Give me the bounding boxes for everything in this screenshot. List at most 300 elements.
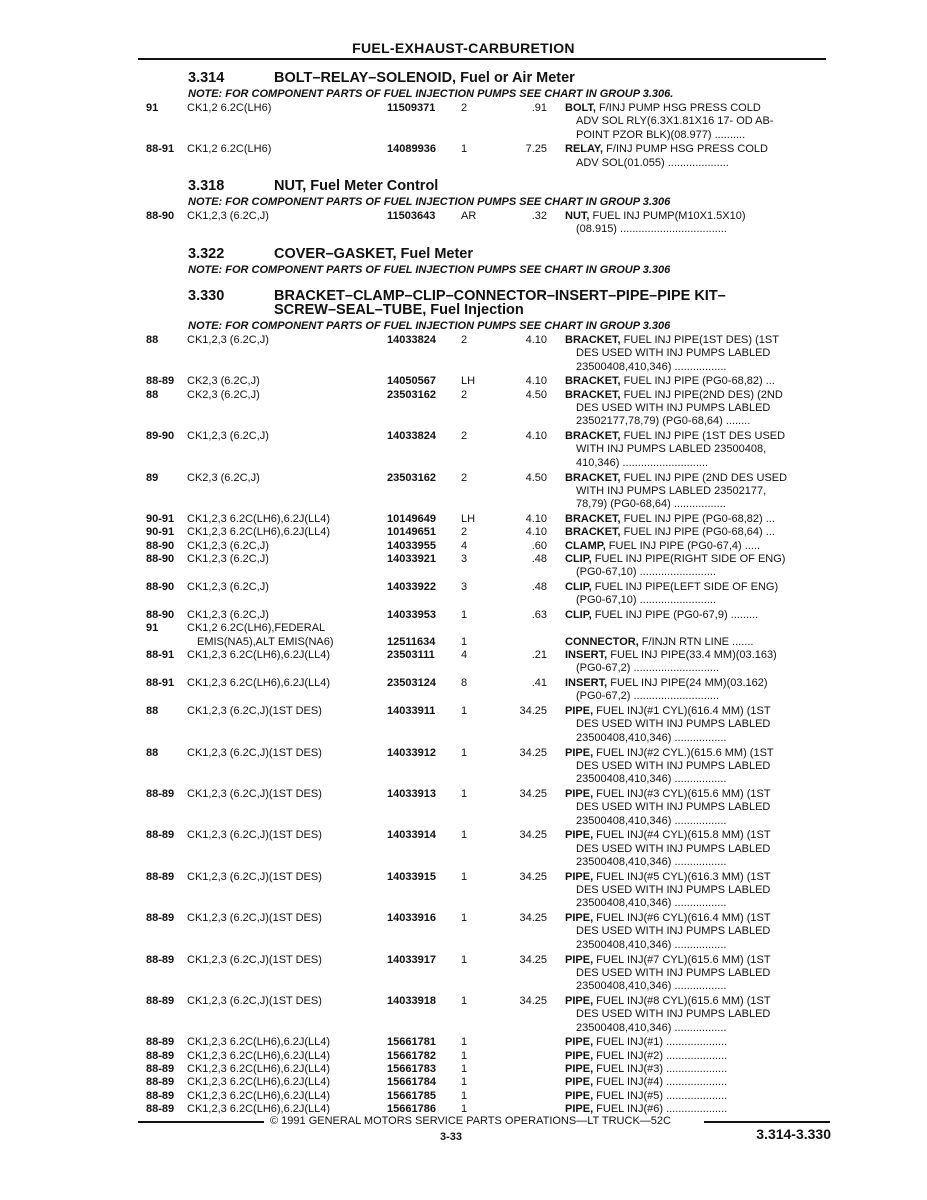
part-description bbox=[565, 526, 775, 538]
part-name: INSERT, bbox=[565, 677, 608, 689]
parts-row bbox=[0, 513, 927, 525]
quantity: 1 bbox=[461, 1049, 468, 1062]
model-application: CK1,2 6.2C(LH6) bbox=[187, 102, 272, 114]
part-description-text: FUEL INJ PIPE (PG0-67,4) ..... bbox=[605, 539, 760, 552]
part-description bbox=[565, 609, 758, 621]
part-description bbox=[565, 649, 777, 661]
description-continuation: 23500408,410,346) ................. bbox=[576, 814, 727, 827]
parts-row bbox=[0, 334, 927, 346]
model-application: CK1,2,3 (6.2C,J)(1ST DES) bbox=[187, 746, 322, 759]
section-number: 3.330 bbox=[188, 288, 225, 304]
part-number: 14033921 bbox=[387, 552, 436, 565]
parts-row bbox=[0, 829, 927, 841]
part-description bbox=[565, 1050, 727, 1062]
part-description-text: FUEL INJ(#5 CYL)(616.3 MM) (1ST bbox=[593, 870, 771, 883]
unit-price: .63 bbox=[531, 609, 547, 621]
part-number: 23503162 bbox=[387, 471, 436, 484]
year-range: 88-89 bbox=[146, 1062, 175, 1075]
model-application: CK1,2 6.2C(LH6),FEDERAL bbox=[187, 622, 326, 635]
part-description bbox=[565, 375, 775, 387]
footer-rule-left bbox=[138, 1121, 264, 1123]
unit-price: .41 bbox=[531, 677, 547, 689]
year-range: 90-91 bbox=[146, 512, 175, 525]
quantity: 1 bbox=[461, 143, 468, 156]
model-application: CK1,2,3 6.2C(LH6),6.2J(LL4) bbox=[187, 1049, 331, 1062]
year-range: 88 bbox=[146, 388, 159, 401]
part-name: INSERT, bbox=[565, 648, 608, 661]
part-name: PIPE, bbox=[565, 1062, 594, 1075]
part-number: 14033915 bbox=[387, 870, 436, 883]
part-name: PIPE, bbox=[565, 994, 594, 1007]
part-description-text: FUEL INJ(#4) .................... bbox=[593, 1076, 728, 1089]
parts-row bbox=[0, 609, 927, 621]
description-continuation: 23500408,410,346) ................. bbox=[576, 980, 727, 993]
description-continuation: 23500408,410,346) ................. bbox=[576, 1021, 727, 1034]
description-continuation: ADV SOL RLY(6.3X1.81X16 17- OD AB- bbox=[576, 115, 774, 128]
part-description-text: FUEL INJ PIPE(1ST DES) (1ST bbox=[620, 334, 779, 346]
part-name: NUT, bbox=[565, 210, 590, 222]
part-name: BRACKET, bbox=[565, 526, 621, 539]
part-number: 14089936 bbox=[387, 143, 436, 156]
part-description-text: FUEL INJ(#6) .................... bbox=[593, 1102, 728, 1115]
page-header-title: FUEL-EXHAUST-CARBURETION bbox=[352, 40, 575, 56]
part-name: PIPE, bbox=[565, 870, 594, 883]
section-number: 3.314 bbox=[188, 70, 225, 86]
model-application: CK1,2,3 (6.2C,J)(1ST DES) bbox=[187, 787, 322, 800]
parts-row bbox=[0, 747, 927, 759]
part-name: BRACKET, bbox=[565, 334, 621, 346]
quantity: 3 bbox=[461, 580, 468, 593]
parts-row bbox=[0, 871, 927, 883]
part-description bbox=[565, 995, 771, 1007]
unit-price: 7.25 bbox=[525, 143, 547, 156]
part-number: 15661784 bbox=[387, 1076, 436, 1089]
part-description-text: FUEL INJ PIPE (PG0-67,9) ......... bbox=[591, 609, 759, 621]
quantity: 8 bbox=[461, 677, 468, 689]
part-description-text: FUEL INJ(#2) .................... bbox=[593, 1049, 728, 1062]
year-range: 88-89 bbox=[146, 870, 175, 883]
unit-price: 34.25 bbox=[519, 746, 547, 759]
part-number: 14033953 bbox=[387, 609, 436, 621]
description-continuation: 23502177,78,79) (PG0-68,64) ........ bbox=[576, 415, 751, 428]
quantity: 2 bbox=[461, 526, 468, 539]
description-continuation: (PG0-67,10) ......................... bbox=[576, 566, 716, 579]
parts-row bbox=[0, 622, 927, 634]
part-description bbox=[565, 1036, 727, 1048]
model-application: CK1,2,3 (6.2C,J)(1ST DES) bbox=[187, 870, 322, 883]
model-application: CK1,2,3 6.2C(LH6),6.2J(LL4) bbox=[187, 677, 331, 689]
part-description-text: FUEL INJ PIPE(LEFT SIDE OF ENG) bbox=[591, 580, 779, 593]
model-application: CK1,2,3 (6.2C,J)(1ST DES) bbox=[187, 912, 322, 925]
part-description bbox=[565, 1103, 727, 1115]
quantity: 2 bbox=[461, 334, 468, 346]
section-note: NOTE: FOR COMPONENT PARTS OF FUEL INJECTION PUMPS SEE CHART IN GROUP 3.306 bbox=[188, 264, 671, 276]
parts-row bbox=[0, 210, 927, 222]
part-name: PIPE, bbox=[565, 1102, 594, 1115]
quantity: AR bbox=[461, 210, 477, 222]
part-description-text: FUEL INJ(#4 CYL)(615.8 MM) (1ST bbox=[593, 829, 771, 842]
model-application: CK1,2,3 6.2C(LH6),6.2J(LL4) bbox=[187, 648, 331, 661]
part-number: 10149651 bbox=[387, 526, 436, 539]
parts-row bbox=[0, 472, 927, 484]
part-description bbox=[565, 581, 778, 593]
year-range: 89 bbox=[146, 471, 159, 484]
part-name: PIPE, bbox=[565, 1076, 594, 1089]
parts-row bbox=[0, 581, 927, 593]
description-continuation: POINT PZOR BLK)(08.977) .......... bbox=[576, 128, 746, 141]
description-continuation: DES USED WITH INJ PUMPS LABLED bbox=[576, 884, 771, 896]
unit-price: 34.25 bbox=[519, 705, 547, 718]
description-continuation: DES USED WITH INJ PUMPS LABLED bbox=[576, 842, 771, 855]
model-application: CK1,2,3 (6.2C,J)(1ST DES) bbox=[187, 953, 322, 966]
part-description-text: FUEL INJ(#3) .................... bbox=[593, 1062, 728, 1075]
model-application: CK1,2,3 6.2C(LH6),6.2J(LL4) bbox=[187, 512, 331, 525]
year-range: 88-91 bbox=[146, 648, 175, 661]
part-description bbox=[565, 553, 785, 565]
part-number: 11509371 bbox=[387, 102, 436, 114]
parts-row bbox=[0, 553, 927, 565]
unit-price: 34.25 bbox=[519, 870, 547, 883]
part-description bbox=[565, 788, 771, 800]
unit-price: 4.10 bbox=[525, 526, 547, 539]
parts-row bbox=[0, 375, 927, 387]
part-number: 23503124 bbox=[387, 677, 436, 689]
part-name: PIPE, bbox=[565, 1089, 594, 1102]
description-continuation: DES USED WITH INJ PUMPS LABLED bbox=[576, 402, 771, 414]
unit-price: 4.10 bbox=[525, 334, 547, 346]
part-name: PIPE, bbox=[565, 1049, 594, 1062]
parts-row bbox=[0, 636, 927, 648]
unit-price: 34.25 bbox=[519, 994, 547, 1007]
part-name: BRACKET, bbox=[565, 388, 621, 401]
quantity: 1 bbox=[461, 787, 468, 800]
year-range: 88-90 bbox=[146, 210, 175, 222]
section-note: NOTE: FOR COMPONENT PARTS OF FUEL INJECTION PUMPS SEE CHART IN GROUP 3.306. bbox=[188, 88, 674, 100]
part-description-text: FUEL INJ PIPE (PG0-68,64) ... bbox=[620, 526, 775, 539]
model-application: CK1,2,3 6.2C(LH6),6.2J(LL4) bbox=[187, 1089, 331, 1102]
part-number: 14033955 bbox=[387, 539, 436, 552]
quantity: 2 bbox=[461, 388, 468, 401]
parts-row bbox=[0, 995, 927, 1007]
part-number: 15661782 bbox=[387, 1049, 436, 1062]
parts-row bbox=[0, 954, 927, 966]
part-description bbox=[565, 1090, 727, 1102]
quantity: 1 bbox=[461, 912, 468, 925]
unit-price: 34.25 bbox=[519, 953, 547, 966]
model-application: CK1,2,3 (6.2C,J) bbox=[187, 430, 269, 443]
parts-row bbox=[0, 1090, 927, 1102]
part-description bbox=[565, 677, 768, 689]
year-range: 90-91 bbox=[146, 526, 175, 539]
part-number: 14033914 bbox=[387, 829, 436, 842]
section-range: 3.314-3.330 bbox=[756, 1126, 831, 1142]
year-range: 88-89 bbox=[146, 994, 175, 1007]
model-application: CK1,2,3 (6.2C,J) bbox=[187, 539, 269, 552]
part-description-text: FUEL INJ(#2 CYL.)(615.6 MM) (1ST bbox=[593, 746, 774, 759]
part-number: 15661781 bbox=[387, 1036, 436, 1049]
footer-copyright: © 1991 GENERAL MOTORS SERVICE PARTS OPERATIONS—LT TRUCK—52C bbox=[270, 1115, 671, 1127]
quantity: LH bbox=[461, 512, 476, 525]
part-name: CLIP, bbox=[565, 580, 592, 593]
section-heading bbox=[188, 178, 438, 194]
model-application: CK1,2,3 6.2C(LH6),6.2J(LL4) bbox=[187, 526, 331, 539]
part-description bbox=[565, 210, 746, 222]
part-number: 14033824 bbox=[387, 430, 436, 443]
part-description bbox=[565, 102, 761, 114]
year-range: 88 bbox=[146, 705, 159, 718]
description-continuation: 410,346) ............................ bbox=[576, 456, 709, 469]
section-title: COVER–GASKET, Fuel Meter bbox=[274, 246, 474, 262]
part-description-text: FUEL INJ PIPE(2ND DES) (2ND bbox=[620, 388, 783, 401]
quantity: 1 bbox=[461, 1036, 468, 1049]
model-application: CK1,2,3 6.2C(LH6),6.2J(LL4) bbox=[187, 1102, 331, 1115]
model-application: CK2,3 (6.2C,J) bbox=[187, 471, 260, 484]
section-number: 3.318 bbox=[188, 178, 225, 194]
year-range: 88-89 bbox=[146, 953, 175, 966]
part-description-text: FUEL INJ PUMP(M10X1.5X10) bbox=[589, 210, 746, 222]
description-continuation: (08.915) ................................... bbox=[576, 223, 727, 236]
part-description-text: FUEL INJ PIPE (2ND DES USED bbox=[620, 471, 788, 484]
part-description bbox=[565, 912, 771, 924]
part-description-text: F/INJ PUMP HSG PRESS COLD bbox=[603, 143, 768, 156]
part-description bbox=[565, 472, 787, 484]
part-number: 14050567 bbox=[387, 375, 436, 388]
part-description-text: FUEL INJ PIPE(24 MM)(03.162) bbox=[607, 677, 768, 689]
model-application: CK1,2,3 6.2C(LH6),6.2J(LL4) bbox=[187, 1062, 331, 1075]
part-description bbox=[565, 705, 771, 717]
description-continuation: (PG0-67,10) ......................... bbox=[576, 594, 716, 607]
parts-row bbox=[0, 649, 927, 661]
model-application: CK1,2,3 (6.2C,J) bbox=[187, 552, 269, 565]
section-note: NOTE: FOR COMPONENT PARTS OF FUEL INJECTION PUMPS SEE CHART IN GROUP 3.306 bbox=[188, 320, 671, 332]
section-heading bbox=[188, 246, 473, 262]
section-heading bbox=[188, 70, 575, 86]
part-description bbox=[565, 540, 760, 552]
part-description-text: FUEL INJ PIPE (PG0-68,82) ... bbox=[620, 375, 775, 388]
part-number: 23503162 bbox=[387, 388, 436, 401]
unit-price: 34.25 bbox=[519, 829, 547, 842]
description-continuation: DES USED WITH INJ PUMPS LABLED bbox=[576, 966, 771, 979]
part-description-text: FUEL INJ(#8 CYL)(615.6 MM) (1ST bbox=[593, 994, 771, 1007]
parts-row bbox=[0, 912, 927, 924]
model-application: CK1,2,3 (6.2C,J) bbox=[187, 334, 269, 346]
part-number: 14033911 bbox=[387, 705, 436, 718]
description-continuation: 23500408,410,346) ................. bbox=[576, 731, 727, 744]
model-application: CK1,2,3 6.2C(LH6),6.2J(LL4) bbox=[187, 1076, 331, 1089]
part-description-text: FUEL INJ PIPE(33.4 MM)(03.163) bbox=[607, 648, 777, 661]
description-continuation: DES USED WITH INJ PUMPS LABLED bbox=[576, 347, 771, 360]
year-range: 88-89 bbox=[146, 1049, 175, 1062]
quantity: 1 bbox=[461, 953, 468, 966]
quantity: 1 bbox=[461, 994, 468, 1007]
unit-price: 4.10 bbox=[525, 375, 547, 388]
year-range: 88-91 bbox=[146, 677, 175, 689]
description-continuation: (PG0-67,2) ............................ bbox=[576, 662, 720, 675]
year-range: 91 bbox=[146, 102, 159, 114]
part-description bbox=[565, 747, 774, 759]
year-range: 88-90 bbox=[146, 580, 175, 593]
part-description bbox=[565, 389, 783, 401]
quantity: 3 bbox=[461, 552, 468, 565]
part-description-text: FUEL INJ PIPE (PG0-68,82) ... bbox=[620, 512, 775, 525]
description-continuation: ADV SOL(01.055) .................... bbox=[576, 156, 729, 169]
quantity: 1 bbox=[461, 609, 468, 621]
year-range: 89-90 bbox=[146, 430, 175, 443]
quantity: 1 bbox=[461, 1076, 468, 1089]
unit-price: 34.25 bbox=[519, 912, 547, 925]
section-title: BOLT–RELAY–SOLENOID, Fuel or Air Meter bbox=[274, 70, 575, 86]
parts-row bbox=[0, 1103, 927, 1115]
part-description-text: FUEL INJ PIPE (1ST DES USED bbox=[620, 430, 786, 443]
unit-price: .60 bbox=[531, 539, 547, 552]
parts-row bbox=[0, 143, 927, 155]
model-application: CK1,2,3 (6.2C,J) bbox=[187, 580, 269, 593]
part-description-text: F/INJ PUMP HSG PRESS COLD bbox=[595, 102, 761, 114]
year-range: 88-89 bbox=[146, 1036, 175, 1049]
unit-price: .48 bbox=[531, 552, 547, 565]
part-description bbox=[565, 143, 768, 155]
part-description bbox=[565, 1076, 727, 1088]
part-description-text: FUEL INJ PIPE(RIGHT SIDE OF ENG) bbox=[591, 552, 786, 565]
year-range: 88-89 bbox=[146, 1076, 175, 1089]
year-range: 88 bbox=[146, 334, 159, 346]
parts-row bbox=[0, 705, 927, 717]
part-number: 14033922 bbox=[387, 580, 436, 593]
part-number: 15661786 bbox=[387, 1102, 436, 1115]
parts-row bbox=[0, 389, 927, 401]
model-application: CK2,3 (6.2C,J) bbox=[187, 388, 260, 401]
unit-price: 4.10 bbox=[525, 430, 547, 443]
description-continuation: 23500408,410,346) ................. bbox=[576, 938, 727, 951]
part-description bbox=[565, 829, 771, 841]
part-description-text: FUEL INJ(#3 CYL)(615.6 MM) (1ST bbox=[593, 787, 771, 800]
description-continuation: 23500408,410,346) ................. bbox=[576, 855, 727, 868]
section-title-line2: SCREW–SEAL–TUBE, Fuel Injection bbox=[274, 302, 524, 318]
unit-price: 4.50 bbox=[525, 471, 547, 484]
year-range: 88-89 bbox=[146, 1102, 175, 1115]
unit-price: 4.10 bbox=[525, 512, 547, 525]
parts-row bbox=[0, 788, 927, 800]
section-title: NUT, Fuel Meter Control bbox=[274, 178, 439, 194]
part-number: 10149649 bbox=[387, 512, 436, 525]
part-number: 14033912 bbox=[387, 746, 436, 759]
quantity: 4 bbox=[461, 648, 468, 661]
description-continuation: (PG0-67,2) ............................ bbox=[576, 690, 720, 703]
part-name: CLIP, bbox=[565, 552, 592, 565]
header-rule bbox=[138, 58, 826, 60]
year-range: 88-91 bbox=[146, 143, 175, 156]
section-title: BRACKET–CLAMP–CLIP–CONNECTOR–INSERT–PIPE–PIPE KIT– bbox=[274, 288, 726, 304]
part-name: BRACKET, bbox=[565, 430, 621, 443]
part-description bbox=[565, 871, 771, 883]
quantity: 2 bbox=[461, 471, 468, 484]
year-range: 88-89 bbox=[146, 912, 175, 925]
unit-price: 4.50 bbox=[525, 388, 547, 401]
part-number: 23503111 bbox=[387, 648, 435, 661]
page-number: 3-33 bbox=[440, 1131, 463, 1143]
section-note: NOTE: FOR COMPONENT PARTS OF FUEL INJECTION PUMPS SEE CHART IN GROUP 3.306 bbox=[188, 196, 671, 208]
model-application: CK2,3 (6.2C,J) bbox=[187, 375, 260, 388]
quantity: LH bbox=[461, 375, 476, 388]
year-range: 88-90 bbox=[146, 539, 175, 552]
part-description-text: FUEL INJ(#1) .................... bbox=[593, 1036, 728, 1049]
part-description-text: FUEL INJ(#6 CYL)(616.4 MM) (1ST bbox=[593, 912, 771, 925]
part-description-text: FUEL INJ(#7 CYL)(615.6 MM) (1ST bbox=[593, 953, 771, 966]
part-number: 14033824 bbox=[387, 334, 436, 346]
quantity: 4 bbox=[461, 539, 468, 552]
part-name: CLAMP, bbox=[565, 539, 606, 552]
quantity: 1 bbox=[461, 746, 468, 759]
model-application: CK1,2,3 6.2C(LH6),6.2J(LL4) bbox=[187, 1036, 331, 1049]
part-name: BRACKET, bbox=[565, 471, 621, 484]
footer-rule-right bbox=[704, 1121, 830, 1123]
part-name: BRACKET, bbox=[565, 512, 621, 525]
model-application: CK1,2,3 (6.2C,J)(1ST DES) bbox=[187, 994, 322, 1007]
year-range: 88-89 bbox=[146, 787, 175, 800]
description-continuation: WITH INJ PUMPS LABLED 23502177, bbox=[576, 484, 767, 497]
part-name: PIPE, bbox=[565, 705, 594, 718]
quantity: 1 bbox=[461, 870, 468, 883]
unit-price: .21 bbox=[531, 648, 547, 661]
year-range: 88-90 bbox=[146, 609, 175, 621]
description-continuation: 78,79) (PG0-68,64) ................. bbox=[576, 498, 726, 511]
part-description bbox=[565, 430, 785, 442]
quantity: 1 bbox=[461, 705, 468, 718]
part-name: PIPE, bbox=[565, 787, 594, 800]
description-continuation: DES USED WITH INJ PUMPS LABLED bbox=[576, 718, 771, 731]
quantity: 1 bbox=[461, 1102, 468, 1115]
part-name: BRACKET, bbox=[565, 375, 621, 388]
parts-row bbox=[0, 677, 927, 689]
part-number: 14033918 bbox=[387, 994, 436, 1007]
model-application: EMIS(NA5),ALT EMIS(NA6) bbox=[197, 635, 334, 648]
year-range: 88-89 bbox=[146, 375, 175, 388]
part-number: 15661783 bbox=[387, 1062, 436, 1075]
part-description bbox=[565, 513, 775, 525]
section-number: 3.322 bbox=[188, 246, 225, 262]
parts-row bbox=[0, 430, 927, 442]
model-application: CK1,2,3 (6.2C,J) bbox=[187, 609, 269, 621]
part-description-text: FUEL INJ(#1 CYL)(616.4 MM) (1ST bbox=[593, 705, 771, 718]
model-application: CK1,2,3 (6.2C,J)(1ST DES) bbox=[187, 829, 322, 842]
description-continuation: DES USED WITH INJ PUMPS LABLED bbox=[576, 801, 771, 814]
year-range: 88-89 bbox=[146, 1089, 175, 1102]
parts-row bbox=[0, 1036, 927, 1048]
part-description-text: FUEL INJ(#5) .................... bbox=[593, 1089, 728, 1102]
part-name: BOLT, bbox=[565, 102, 596, 114]
parts-row bbox=[0, 540, 927, 552]
year-range: 88 bbox=[146, 746, 159, 759]
description-continuation: 23500408,410,346) ................. bbox=[576, 773, 727, 786]
part-name: CONNECTOR, bbox=[565, 635, 639, 648]
description-continuation: DES USED WITH INJ PUMPS LABLED bbox=[576, 759, 771, 772]
unit-price: 34.25 bbox=[519, 787, 547, 800]
description-continuation: DES USED WITH INJ PUMPS LABLED bbox=[576, 1008, 771, 1021]
model-application: CK1,2,3 (6.2C,J)(1ST DES) bbox=[187, 705, 322, 718]
part-number: 14033917 bbox=[387, 953, 436, 966]
parts-row bbox=[0, 1050, 927, 1062]
description-continuation: WITH INJ PUMPS LABLED 23500408, bbox=[576, 443, 767, 456]
quantity: 2 bbox=[461, 430, 468, 443]
unit-price: .48 bbox=[531, 580, 547, 593]
part-name: PIPE, bbox=[565, 953, 594, 966]
part-number: 11503643 bbox=[387, 210, 436, 222]
year-range: 91 bbox=[146, 622, 159, 635]
parts-row bbox=[0, 1076, 927, 1088]
part-name: PIPE, bbox=[565, 829, 594, 842]
unit-price: .91 bbox=[531, 102, 547, 114]
quantity: 1 bbox=[461, 1089, 468, 1102]
